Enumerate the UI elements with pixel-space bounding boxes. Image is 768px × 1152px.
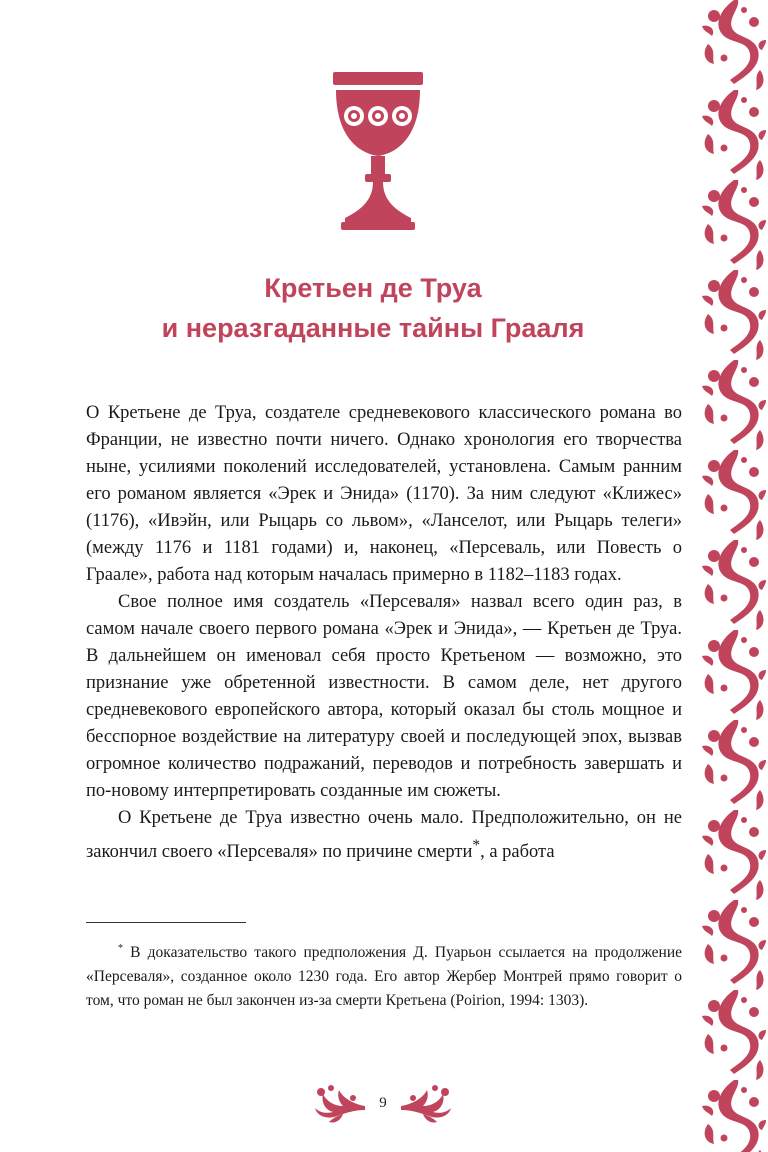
floral-sprig-right-icon <box>399 1082 453 1126</box>
chapter-title-line-2: и неразгаданные тайны Грааля <box>161 313 585 343</box>
folio <box>313 1082 453 1126</box>
footnote-marker: * <box>118 942 123 954</box>
body-text <box>86 400 682 866</box>
grail-chalice-icon <box>331 72 425 230</box>
paragraph-1: О Кретьене де Труа, создателе средневекового классического романа во Франции, не известно почти ничего. Однако хронология его творчества ныне, усилиями поколений исследователей, установлена. Самым ранним его романом является «Эрек и Энида» (1170). За ним следуют «Клижес» (1176), «Ивэйн, или Рыцарь со львом», «Ланселот, или Рыцарь телеги» (между 1176 и 1181 годами) и, наконец, «Персеваль, или Повесть о Граале», работа над которым началась примерно в 1182–1183 годах. <box>86 403 682 585</box>
paragraph-3 <box>86 805 682 866</box>
page-number: 9 <box>379 1095 387 1111</box>
footnote-text: В доказательство такого предположения Д. Пуарьон ссылается на продолжение «Персеваля», созданное около 1230 года. Его автор Жербер Монтрей прямо говорит о том, что роман не был закончен из-за смерти Кретьена (Poirion, 1994: 1303). <box>86 944 682 1009</box>
footnote-reference[interactable]: * <box>472 837 481 854</box>
chapter-title-line-1: Кретьен де Труа <box>264 273 482 303</box>
footnote-divider <box>86 922 246 923</box>
paragraph-2: Свое полное имя создатель «Персеваля» назвал всего один раз, в самом начале своего первого романа «Эрек и Энида», — Кретьен де Труа. В дальнейшем он именовал себя просто Кретьеном — возможно, это признание уже обретенной известности. В самом деле, нет другого средневекового европейского автора, который оказал бы столь мощное и бесспорное воздействие на литературу своей и последующей эпох, вызвав огромное количество подражаний, переводов и потребность завершать и по-новому интерпретировать созданные им сюжеты. <box>86 592 682 801</box>
chapter-title <box>40 268 706 348</box>
paragraph-3-text-b: , а работа <box>480 842 555 863</box>
floral-border-ornament <box>700 0 768 1152</box>
footnote <box>86 941 682 1013</box>
paragraph-3-text-a: О Кретьене де Труа известно очень мало. Предположительно, он не закончил своего «Персеваля» по причине смерти <box>86 808 682 863</box>
